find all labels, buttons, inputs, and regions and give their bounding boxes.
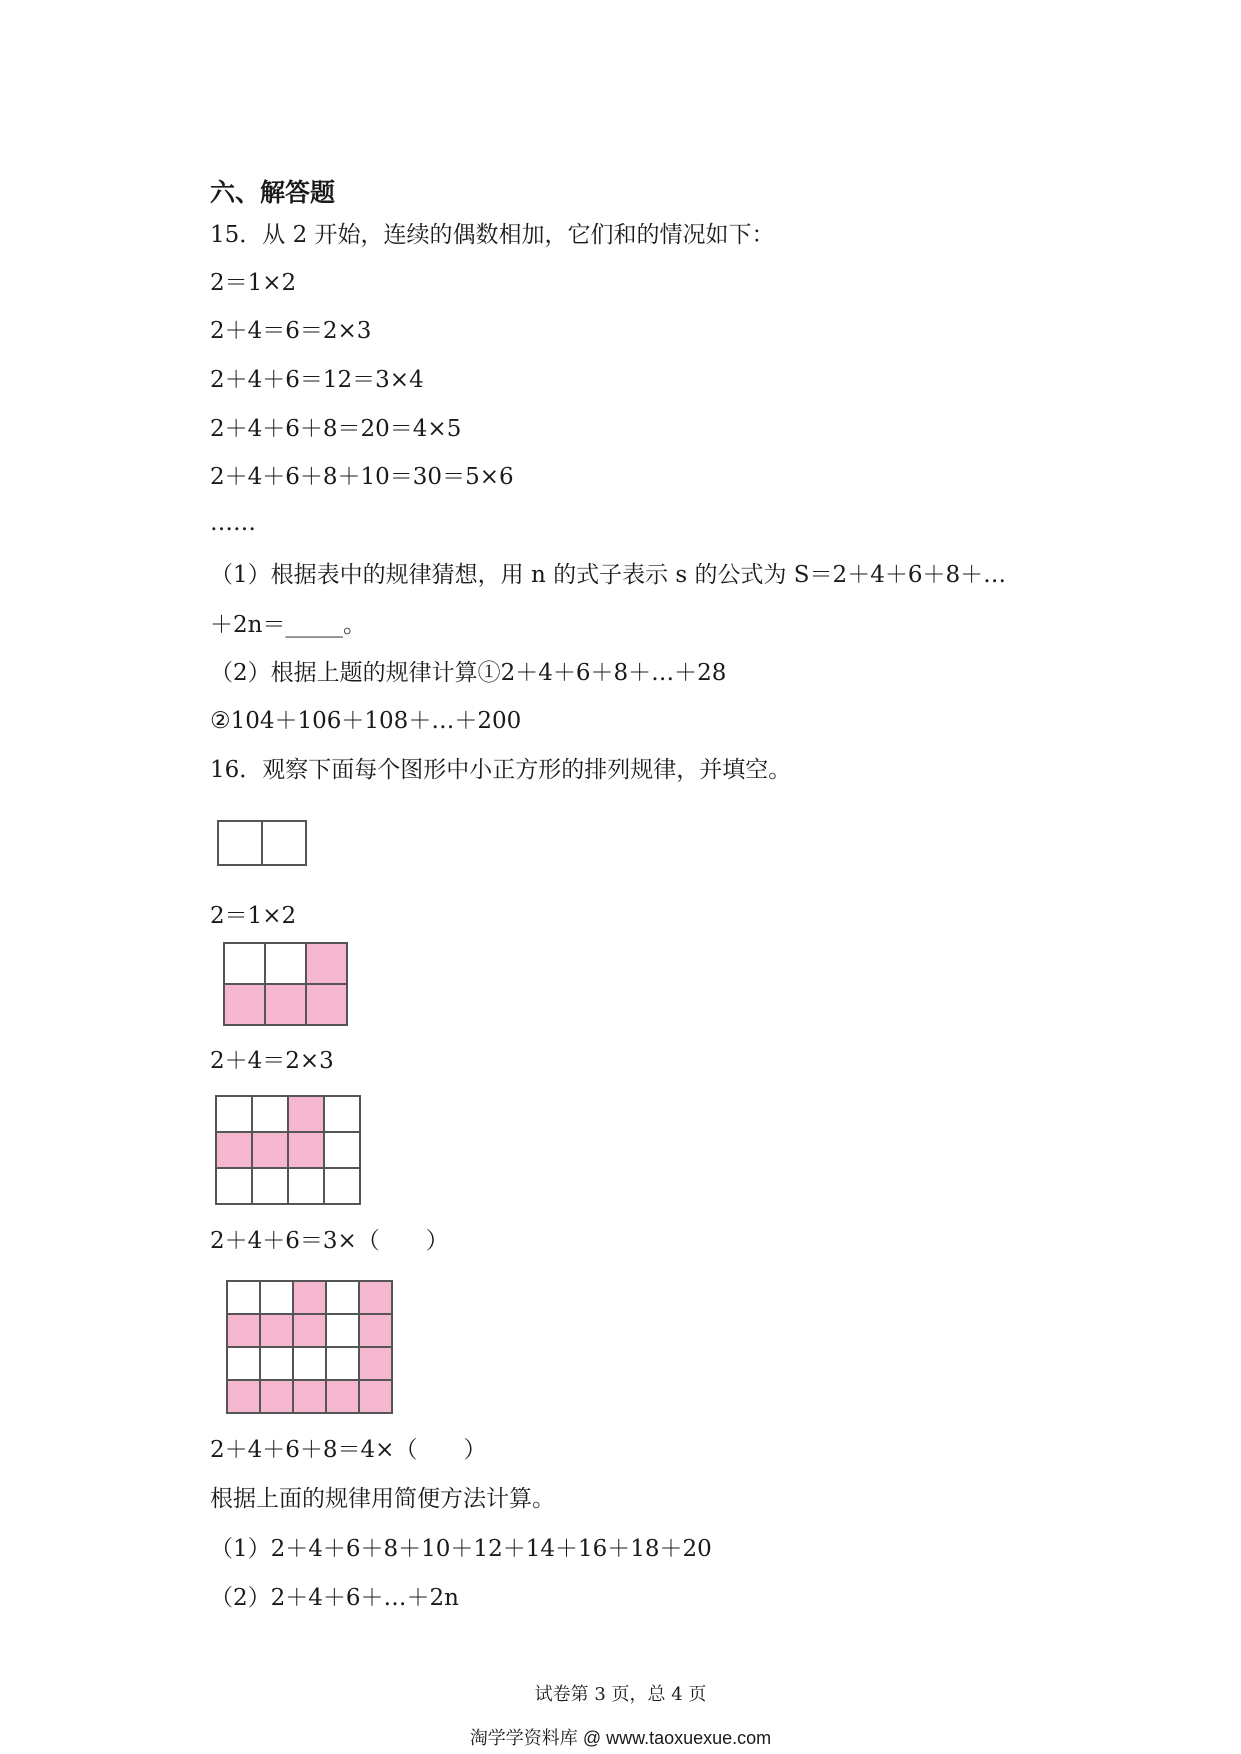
figure-3-grid [215, 1095, 361, 1205]
blank-square [261, 1282, 294, 1315]
blank-square [327, 1315, 360, 1348]
page-number: 试卷第 3 页，总 4 页 [534, 1684, 707, 1705]
figure-3-caption: 2＋4＋6＝3×（ ） [210, 1228, 449, 1254]
q15-part2-line2: ②104＋106＋108＋…＋200 [210, 708, 522, 734]
blank-square [327, 1348, 360, 1381]
shaded-square [261, 1381, 294, 1414]
blank-square [325, 1169, 361, 1205]
shaded-square [360, 1282, 393, 1315]
blank-square [325, 1097, 361, 1133]
q15-part2-line1: （2）根据上题的规律计算①2＋4＋6＋8＋…＋28 [210, 660, 727, 686]
q16-instruction: 根据上面的规律用简便方法计算。 [210, 1486, 555, 1512]
figure-1-grid [217, 820, 307, 866]
shaded-square [289, 1097, 325, 1133]
q15-line-4: 2＋4＋6＋8＝20＝4×5 [210, 416, 462, 442]
figure-1-caption: 2＝1×2 [210, 903, 297, 929]
shaded-square [360, 1315, 393, 1348]
shaded-square [360, 1381, 393, 1414]
blank-square [228, 1282, 261, 1315]
shaded-square [289, 1133, 325, 1169]
blank-square [327, 1282, 360, 1315]
q15-line-1: 2＝1×2 [210, 270, 297, 296]
blank-square [228, 1348, 261, 1381]
q15-ellipsis: …… [210, 510, 256, 536]
q16-part2: （2）2＋4＋6＋…＋2n [210, 1585, 459, 1611]
shaded-square [217, 1133, 253, 1169]
shaded-square [327, 1381, 360, 1414]
shaded-square [360, 1348, 393, 1381]
q16-stem: 16．观察下面每个图形中小正方形的排列规律，并填空。 [210, 757, 792, 783]
blank-square [266, 944, 307, 985]
q15-line-5: 2＋4＋6＋8＋10＝30＝5×6 [210, 464, 514, 490]
figure-4-caption: 2＋4＋6＋8＝4×（ ） [210, 1437, 487, 1463]
shaded-square [307, 985, 348, 1026]
figure-2-grid [223, 942, 348, 1026]
shaded-square [294, 1315, 327, 1348]
blank-square [217, 1169, 253, 1205]
q15-line-2: 2＋4＝6＝2×3 [210, 318, 372, 344]
shaded-square [307, 944, 348, 985]
shaded-square [225, 985, 266, 1026]
figure-4-grid [226, 1280, 393, 1414]
blank-square [261, 1348, 294, 1381]
figure-2-caption: 2＋4＝2×3 [210, 1048, 334, 1074]
shaded-square [294, 1282, 327, 1315]
blank-square [325, 1133, 361, 1169]
blank-square [217, 1097, 253, 1133]
q16-part1: （1）2＋4＋6＋8＋10＋12＋14＋16＋18＋20 [210, 1536, 712, 1562]
shaded-square [294, 1381, 327, 1414]
shaded-square [228, 1315, 261, 1348]
blank-square [294, 1348, 327, 1381]
q15-part1-line2: ＋2n＝_____。 [210, 612, 366, 638]
blank-square [253, 1097, 289, 1133]
blank-square [263, 822, 307, 866]
shaded-square [253, 1133, 289, 1169]
shaded-square [266, 985, 307, 1026]
blank-square [219, 822, 263, 866]
blank-square [289, 1169, 325, 1205]
watermark: 淘学学资料库 @ www.taoxuexue.com [469, 1728, 772, 1748]
section-title: 六、解答题 [210, 178, 336, 207]
q15-stem: 15．从 2 开始，连续的偶数相加，它们和的情况如下： [210, 222, 775, 248]
blank-square [225, 944, 266, 985]
q15-line-3: 2＋4＋6＝12＝3×4 [210, 367, 424, 393]
q15-part1-line1: （1）根据表中的规律猜想，用 n 的式子表示 s 的公式为 S＝2＋4＋6＋8＋… [210, 562, 1007, 588]
shaded-square [261, 1315, 294, 1348]
shaded-square [228, 1381, 261, 1414]
blank-square [253, 1169, 289, 1205]
